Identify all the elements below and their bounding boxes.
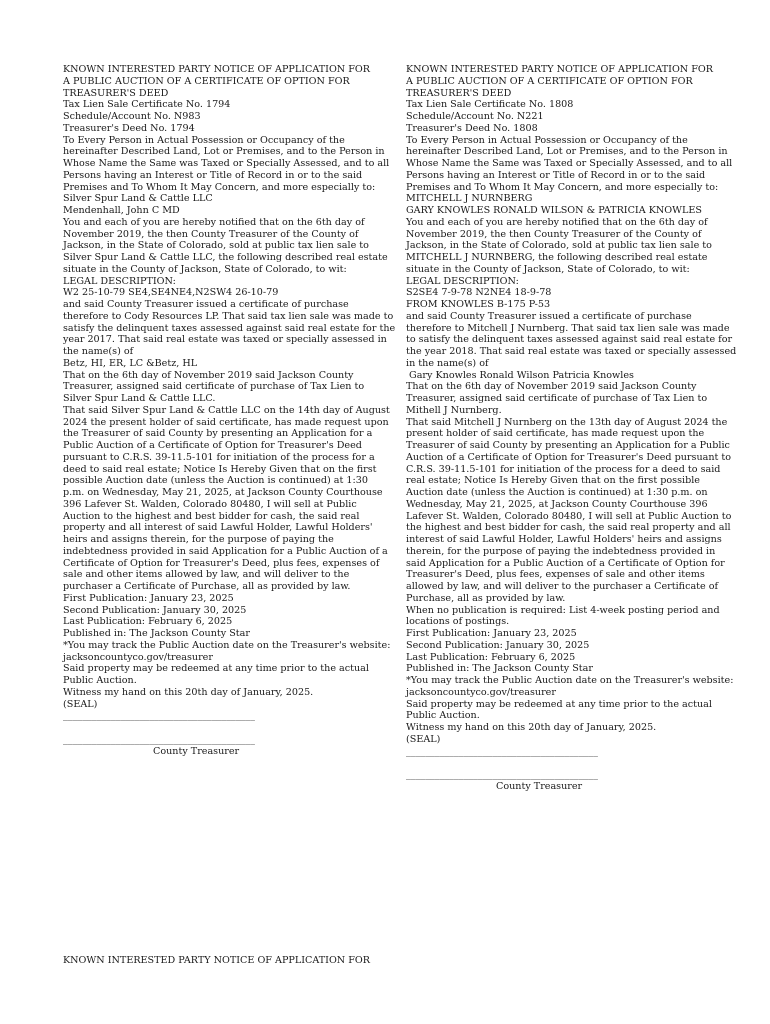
notice-line: Said property may be redeemed at any time prior to the actual — [63, 663, 369, 675]
notice-line: Treasurer, assigned said certificate of purchase of Tax Lien to — [406, 393, 708, 404]
notice-line: Purchase, all as provided by law. — [406, 592, 566, 604]
notice-line: Schedule/Account No. N221 — [406, 111, 544, 122]
notice-line: said Application for a Public Auction of a Certificate of Option for — [406, 557, 725, 569]
notice-line: KNOWN INTERESTED PARTY NOTICE OF APPLICATION FOR — [406, 64, 713, 75]
notice-line: TREASURER'S DEED — [406, 87, 512, 99]
notice-line: Treasurer, assigned said certificate of purchase of Tax Lien to — [63, 381, 365, 393]
notice-line: Certificate of Option for Treasurer's Deed, plus fees, expenses of — [63, 557, 380, 569]
notice-line: satisfy the delinquent taxes assessed against said real estate for the — [63, 322, 396, 334]
notice-left — [63, 64, 396, 757]
notice-right — [406, 64, 737, 793]
notice-line: LEGAL DESCRIPTION: — [63, 275, 176, 287]
notice-line: the year 2018. That said real estate was taxed or specially assessed — [406, 346, 737, 357]
notice-line: When no publication is required: List 4-week posting period and — [406, 604, 720, 616]
notice-line: Persons having an Interest or Title of Record in or to the said — [406, 169, 706, 181]
next-notice-heading: KNOWN INTERESTED PARTY NOTICE OF APPLICATION FOR — [63, 954, 370, 966]
notice-line: Treasurer's Deed No. 1794 — [63, 122, 195, 134]
notice-line: situate in the County of Jackson, State of Colorado, to wit: — [406, 263, 690, 275]
notice-line: 396 Lafever St. Walden, Colorado 80480, I will sell at Public — [63, 498, 357, 510]
notice-line: That said Mitchell J Nurnberg on the 13th day of August 2024 the — [406, 416, 728, 428]
notice-line: Tax Lien Sale Certificate No. 1808 — [406, 99, 574, 111]
notice-line: pursuant to C.R.S. 39-11.5-101 for initiation of the process for a — [63, 451, 375, 463]
notice-line: interest of said Lawful Holder, Lawful Holders' heirs and assigns — [406, 534, 722, 545]
notice-line: 2024 the present holder of said certificate, has made request upon — [63, 416, 389, 428]
notice-line: Premises and To Whom It May Concern, and more especially to: — [63, 181, 376, 193]
notice-line: You and each of you are hereby notified that on the 6th day of — [406, 216, 708, 228]
notice-line: year 2017. That said real estate was taxed or specially assessed in — [63, 334, 387, 346]
signature-label: County Treasurer — [496, 780, 583, 792]
signature-line: ________________________________________ — [63, 710, 255, 722]
notice-line: First Publication: January 23, 2025 — [406, 628, 577, 639]
notice-line: A PUBLIC AUCTION OF A CERTIFICATE OF OPTION FOR — [406, 75, 693, 87]
notice-line: sale and other items allowed by law, and will deliver to the — [63, 569, 350, 581]
notice-line: Whose Name the Same was Taxed or Specially Assessed, and to all — [63, 158, 390, 169]
notice-line: Public Auction of a Certificate of Option for Treasurer's Deed — [63, 440, 362, 451]
notice-line: Auction date (unless the Auction is continued) at 1:30 p.m. on — [406, 487, 708, 498]
notice-line: situate in the County of Jackson, State of Colorado, to wit: — [63, 263, 347, 275]
notice-line: Jackson, in the State of Colorado, sold at public tax lien sale to — [63, 240, 369, 252]
notice-line: You and each of you are hereby notified that on the 6th day of — [63, 216, 365, 228]
notice-line: Public Auction. — [63, 675, 137, 686]
notice-line: FROM KNOWLES B-175 P-53 — [406, 299, 551, 310]
notice-line: jacksoncountyco.gov/treasurer — [63, 651, 213, 663]
notice-line: Lafever St. Walden, Colorado 80480, I will sell at Public Auction to — [406, 510, 732, 522]
notice-line: S2SE4 7-9-78 N2NE4 18-9-78 — [406, 287, 552, 299]
notice-line: W2 25-10-79 SE4,SE4NE4,N2SW4 26-10-79 — [63, 287, 279, 299]
notice-line: (SEAL) — [406, 733, 441, 745]
notice-line: Treasurer of said County by presenting an Application for a Public — [406, 440, 730, 451]
notice-line: therefore to Mitchell J Nurnberg. That said tax lien sale was made — [406, 322, 730, 334]
notice-line: Treasurer's Deed No. 1808 — [406, 122, 538, 134]
notice-line: November 2019, the then County Treasurer of the County of — [406, 228, 702, 240]
notice-line: Schedule/Account No. N983 — [63, 111, 201, 122]
notice-line: deed to said real estate; Notice Is Hereby Given that on the first — [63, 463, 377, 475]
notice-line: and said County Treasurer issued a certificate of purchase — [63, 299, 349, 310]
notice-line: Last Publication: February 6, 2025 — [63, 616, 233, 628]
signature-line: ________________________________________ — [406, 769, 598, 780]
notice-line: present holder of said certificate, has made request upon the — [406, 428, 705, 440]
notice-left-body — [63, 64, 396, 710]
notice-line: Jackson, in the State of Colorado, sold at public tax lien sale to — [406, 240, 712, 252]
notice-line: property and all interest of said Lawful Holder, Lawful Holders' — [63, 522, 373, 534]
signature-line: ________________________________________ — [63, 733, 255, 745]
notice-line: purchaser a Certificate of Purchase, all as provided by law. — [63, 581, 351, 592]
notice-line: the Treasurer of said County by presenting an Application for a — [63, 428, 373, 440]
notice-line: C.R.S. 39-11.5-101 for initiation of the process for a deed to said — [406, 463, 721, 475]
notice-line: Gary Knowles Ronald Wilson Patricia Knowles — [406, 369, 634, 381]
notice-line: the highest and best bidder for cash, the said real property and all — [406, 522, 731, 534]
notice-line: Wednesday, May 21, 2025, at Jackson County Courthouse 396 — [406, 498, 708, 510]
notice-line: Said property may be redeemed at any time prior to the actual — [406, 698, 712, 710]
notice-line: allowed by law, and will deliver to the purchaser a Certificate of — [406, 581, 719, 592]
notice-line: GARY KNOWLES RONALD WILSON & PATRICIA KNOWLES — [406, 205, 702, 216]
notice-line: the name(s) of — [63, 346, 134, 357]
notice-line: First Publication: January 23, 2025 — [63, 592, 234, 604]
notice-line: Auction of a Certificate of Option for Treasurer's Deed pursuant to — [406, 451, 732, 463]
notice-line: *You may track the Public Auction date on the Treasurer's website: — [63, 639, 391, 651]
notice-line: locations of postings. — [406, 616, 510, 628]
notice-line: indebtedness provided in said Application for a Public Auction of a — [63, 545, 388, 557]
notice-line: November 2019, the then County Treasurer of the County of — [63, 228, 359, 240]
notice-line: Published in: The Jackson County Star — [63, 628, 250, 639]
notice-line: Second Publication: January 30, 2025 — [63, 604, 247, 616]
notice-line: LEGAL DESCRIPTION: — [406, 275, 519, 287]
notice-line: That on the 6th day of November 2019 said Jackson County — [406, 381, 697, 393]
notice-line: in the name(s) of — [406, 357, 489, 369]
notice-line: Last Publication: February 6, 2025 — [406, 651, 576, 663]
notice-line: MITCHELL J NURNBERG — [406, 193, 533, 205]
notice-line: Tax Lien Sale Certificate No. 1794 — [63, 99, 231, 111]
notice-line: and said County Treasurer issued a certificate of purchase — [406, 310, 692, 322]
notice-line: Public Auction. — [406, 710, 480, 722]
notice-line: Silver Spur Land & Cattle LLC. — [63, 393, 216, 404]
notice-line: Mithell J Nurnberg. — [406, 404, 502, 416]
notice-line: Betz, HI, ER, LC &Betz, HL — [63, 357, 198, 369]
notice-line: TREASURER'S DEED — [63, 87, 169, 99]
notice-line: Treasurer's Deed, plus fees, expenses of sale and other items — [406, 569, 705, 581]
notice-line: therefore to Cody Resources LP. That said tax lien sale was made to — [63, 310, 394, 322]
notice-line: Premises and To Whom It May Concern, and more especially to: — [406, 181, 719, 193]
notice-line: Persons having an Interest or Title of Record in or to the said — [63, 169, 363, 181]
notice-line: jacksoncountyco.gov/treasurer — [406, 686, 556, 698]
notice-line: therein, for the purpose of paying the indebtedness provided in — [406, 545, 716, 557]
notice-line: KNOWN INTERESTED PARTY NOTICE OF APPLICATION FOR — [63, 64, 370, 75]
notice-line: real estate; Notice Is Hereby Given that on the first possible — [406, 475, 700, 487]
notice-line: Second Publication: January 30, 2025 — [406, 639, 590, 651]
notice-line: Published in: The Jackson County Star — [406, 663, 593, 675]
notice-line: MITCHELL J NURNBERG, the following described real estate — [406, 252, 708, 263]
signature-line: ________________________________________ — [406, 745, 598, 757]
notice-line: Mendenhall, John C MD — [63, 205, 180, 216]
notice-line: to satisfy the delinquent taxes assessed against said real estate for — [406, 334, 733, 346]
notice-line: (SEAL) — [63, 698, 98, 710]
notice-line: heirs and assigns therein, for the purpose of paying the — [63, 534, 334, 545]
signature-label: County Treasurer — [153, 745, 240, 757]
notice-line: Witness my hand on this 20th day of January, 2025. — [63, 686, 314, 698]
notice-line: A PUBLIC AUCTION OF A CERTIFICATE OF OPTION FOR — [63, 75, 350, 87]
notice-line: Whose Name the Same was Taxed or Specially Assessed, and to all — [406, 158, 733, 169]
notice-line: possible Auction date (unless the Auction is continued) at 1:30 — [63, 475, 368, 487]
notice-line: Silver Spur Land & Cattle LLC — [63, 193, 213, 205]
notice-line: Silver Spur Land & Cattle LLC, the following described real estate — [63, 252, 388, 263]
notice-line: Auction to the highest and best bidder for cash, the said real — [63, 510, 360, 522]
notice-line: hereinafter Described Land, Lot or Premises, and to the Person in — [63, 146, 385, 158]
notice-line: Witness my hand on this 20th day of January, 2025. — [406, 722, 657, 733]
notice-right-body — [406, 64, 737, 746]
notice-line: *You may track the Public Auction date on the Treasurer's website: — [406, 675, 734, 686]
notice-line: To Every Person in Actual Possession or Occupancy of the — [406, 134, 688, 146]
notice-line: p.m. on Wednesday, May 21, 2025, at Jackson County Courthouse — [63, 487, 383, 498]
notice-line: That said Silver Spur Land & Cattle LLC on the 14th day of August — [63, 404, 390, 416]
notice-line: hereinafter Described Land, Lot or Premises, and to the Person in — [406, 146, 728, 158]
notice-line: To Every Person in Actual Possession or Occupancy of the — [63, 134, 345, 146]
notice-line: That on the 6th day of November 2019 said Jackson County — [63, 369, 354, 381]
